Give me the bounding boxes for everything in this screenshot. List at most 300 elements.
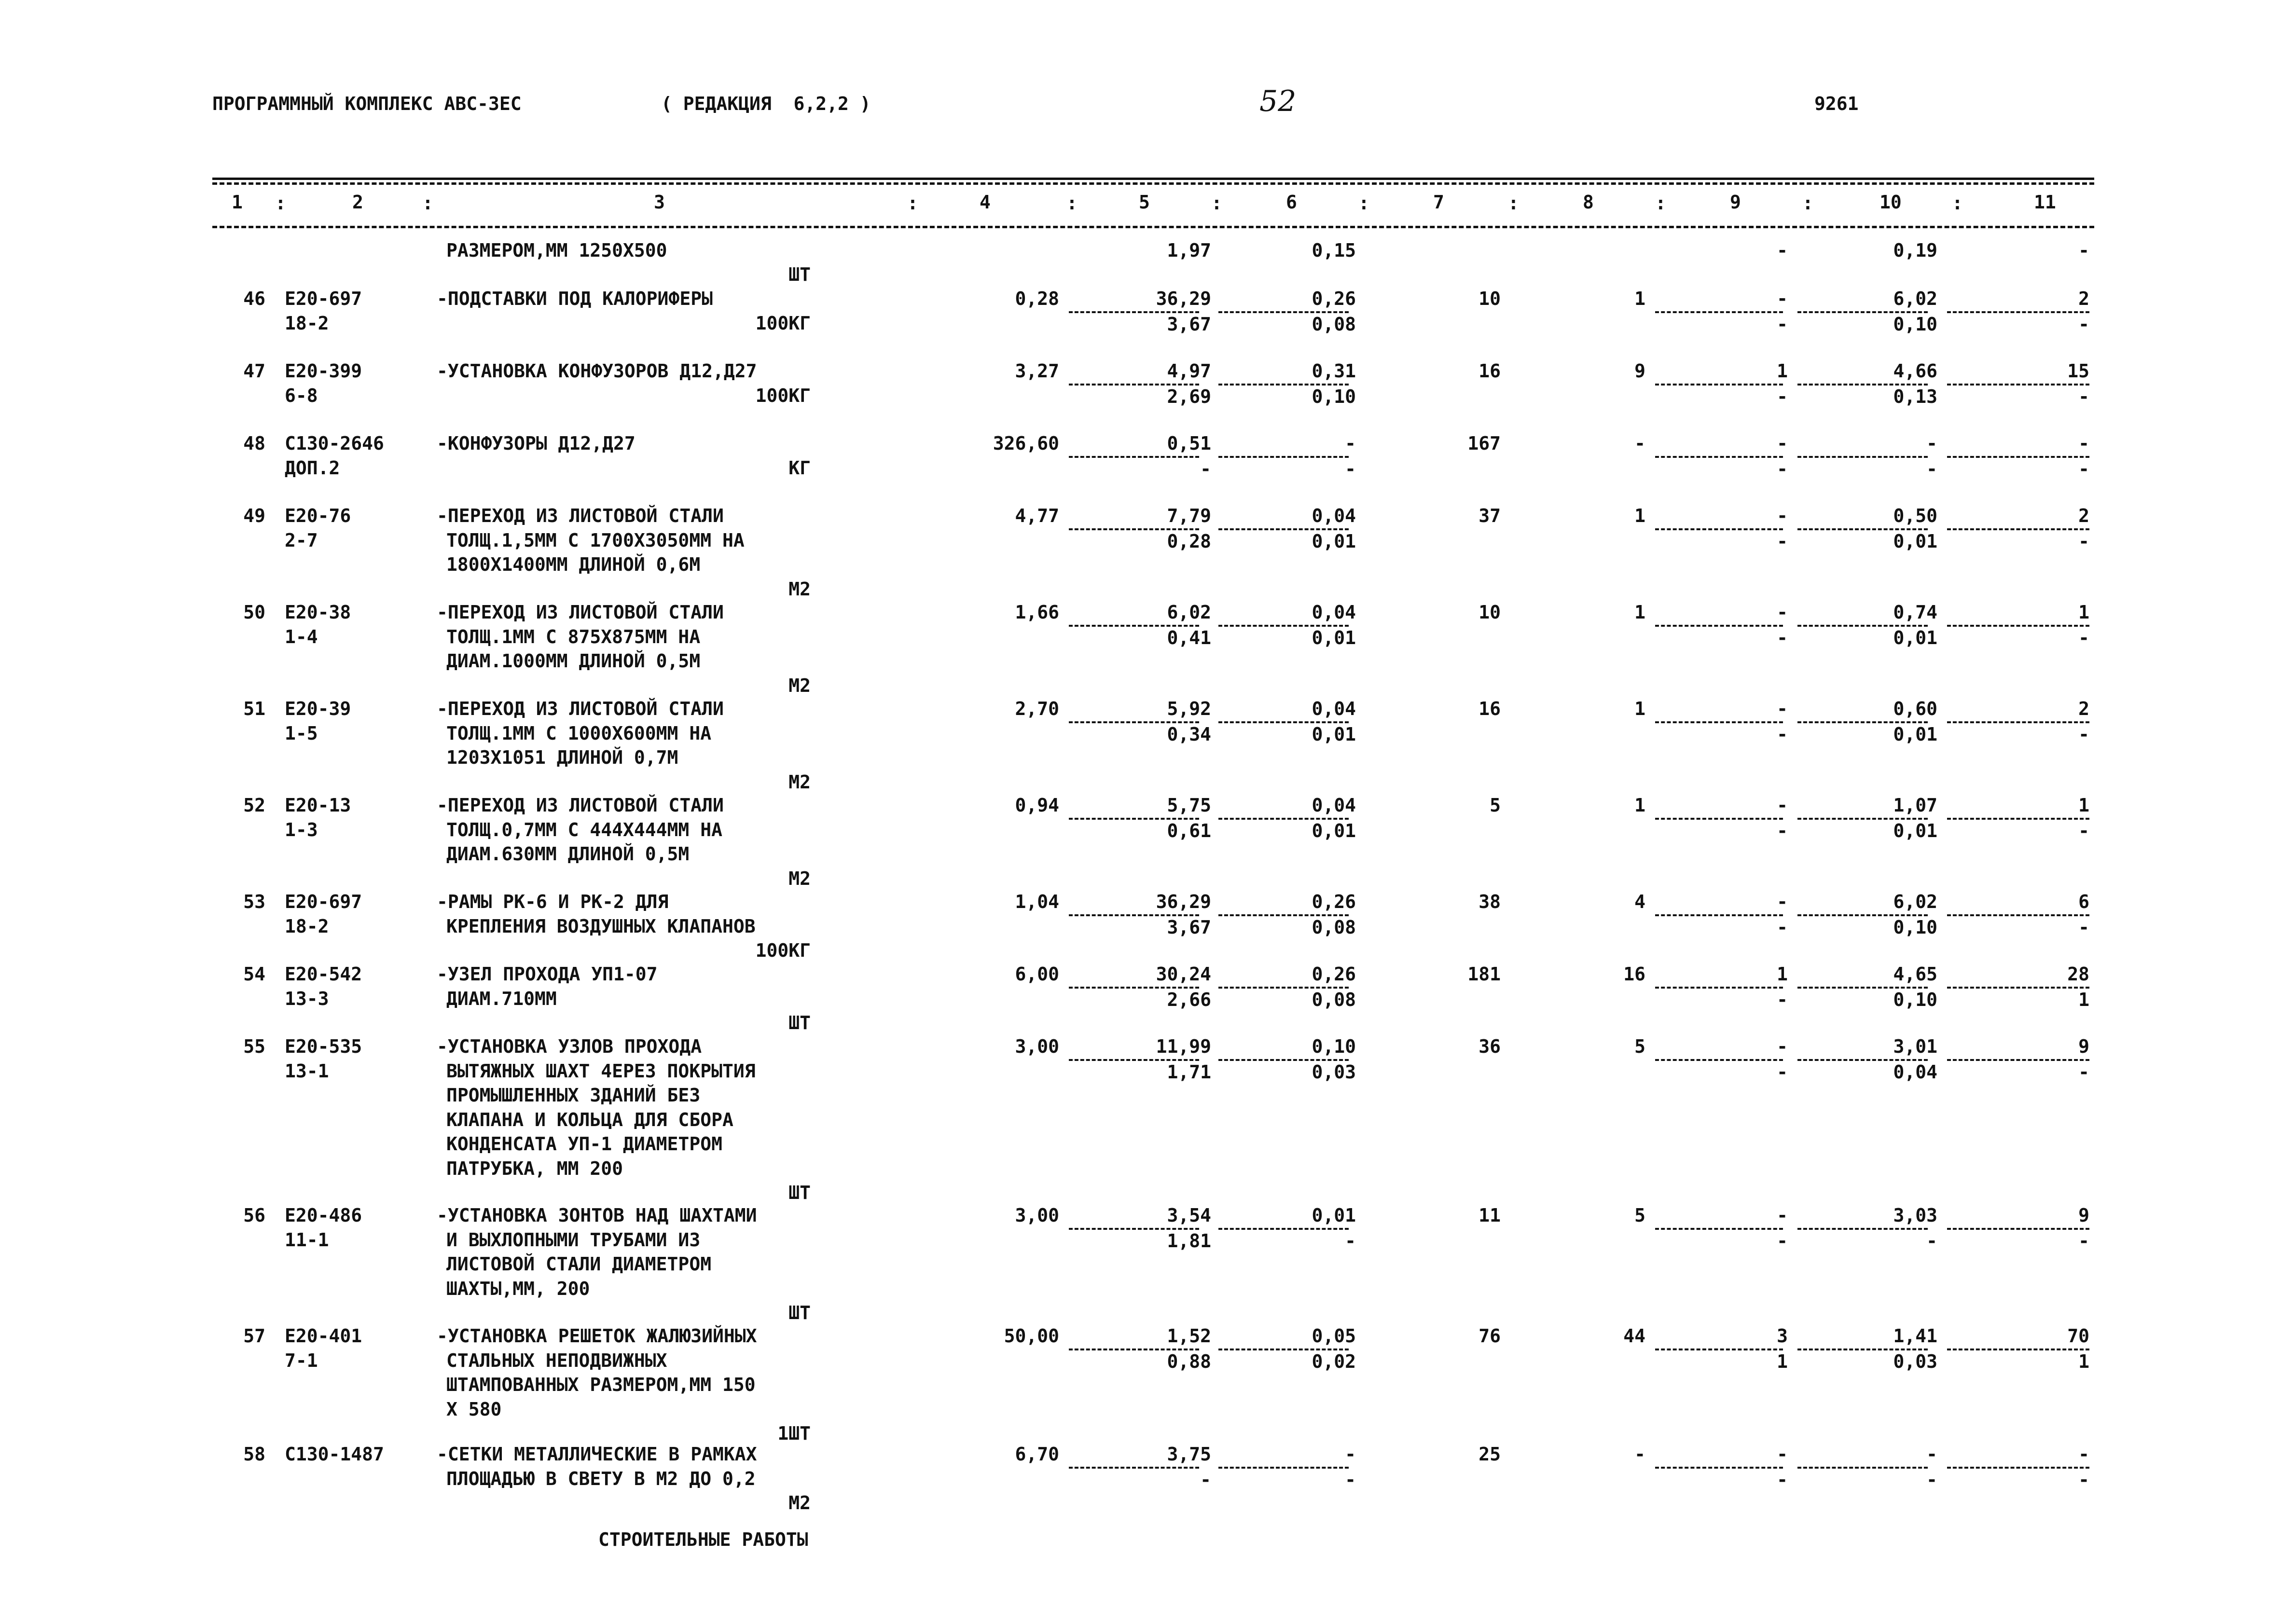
description-line: ПРОМЫШЛЕННЫХ ЗДАНИЙ БЕЗ <box>446 1085 701 1106</box>
cell-col5: 0,51 <box>1167 433 1211 454</box>
row-number: 50 <box>243 602 265 623</box>
cell-divider <box>1947 311 2089 313</box>
resource-code: Е20-76 <box>285 505 351 526</box>
cell-col6: - <box>1345 1444 1356 1465</box>
resource-subcode: 2-7 <box>285 529 318 551</box>
cell-divider <box>1655 1059 1783 1061</box>
description-line: ТОЛЩ.1,5ММ С 1700Х3050ММ НА <box>446 529 745 551</box>
cell-col5: 36,29 <box>1156 891 1211 912</box>
cell-col4: 3,00 <box>1015 1205 1059 1226</box>
cell-divider <box>1655 1228 1783 1230</box>
cell-divider <box>1655 818 1783 820</box>
row-number: 57 <box>243 1325 265 1347</box>
cell-col9: - <box>1777 602 1788 623</box>
cell-col6: 0,04 <box>1312 505 1356 526</box>
description-line: -УСТАНОВКА РЕШЕТОК ЖАЛЮЗИЙНЫХ <box>437 1325 757 1347</box>
description-line: -УСТАНОВКА УЗЛОВ ПРОХОДА <box>437 1036 702 1057</box>
row-number: 51 <box>243 698 265 719</box>
cell-col11: 9 <box>2078 1036 2089 1057</box>
cell-col9: - <box>1777 1444 1788 1465</box>
resource-code: Е20-542 <box>285 963 362 985</box>
cell-col11: 2 <box>2078 288 2089 309</box>
cell-col5-secondary: - <box>1200 458 1211 480</box>
cell-col9-secondary: - <box>1777 530 1788 552</box>
description-line: ВЫТЯЖНЫХ ШАХТ 4ЕРЕЗ ПОКРЫТИЯ <box>446 1060 756 1082</box>
cell-divider <box>1797 721 1928 723</box>
cell-col8: 1 <box>1634 795 1645 816</box>
cell-divider <box>1947 721 2089 723</box>
cell-col4: 3,00 <box>1015 1036 1059 1057</box>
cell-col7: 167 <box>1467 433 1501 454</box>
cell-col8: - <box>1634 1444 1645 1465</box>
cell-divider <box>1218 311 1349 313</box>
cell-col6: 0,04 <box>1312 795 1356 816</box>
cell-col6: 0,01 <box>1312 1205 1356 1226</box>
column-header-1: 1 <box>232 192 243 213</box>
cell-col9: 1 <box>1777 360 1788 382</box>
unit-label: ШТ <box>788 1302 811 1323</box>
cell-col11-secondary: - <box>2078 1469 2089 1490</box>
cell-col9-secondary: - <box>1777 385 1788 407</box>
cell-divider <box>1797 1228 1928 1230</box>
cell-col4: 0,94 <box>1015 795 1059 816</box>
cell-col9: - <box>1777 505 1788 526</box>
cell-col5: 1,97 <box>1167 240 1211 261</box>
cell-col6-secondary: - <box>1345 458 1356 480</box>
cell-col9-secondary: - <box>1777 1230 1788 1252</box>
unit-label: ШТ <box>788 1012 811 1033</box>
cell-col11: 70 <box>2067 1325 2089 1347</box>
cell-col10: 0,60 <box>1893 698 1937 719</box>
resource-subcode: 1-4 <box>285 626 318 647</box>
cell-divider <box>1655 311 1783 313</box>
cell-divider <box>1069 456 1199 458</box>
resource-code: Е20-535 <box>285 1036 362 1057</box>
cell-divider <box>1218 625 1349 627</box>
column-separator: : <box>1655 193 1666 214</box>
resource-subcode: 18-2 <box>285 312 329 334</box>
cell-col7: 38 <box>1479 891 1501 912</box>
cell-col11: 1 <box>2078 795 2089 816</box>
cell-divider <box>1947 625 2089 627</box>
column-header-7: 7 <box>1433 192 1444 213</box>
cell-col5: 4,97 <box>1167 360 1211 382</box>
cell-divider <box>1218 384 1349 385</box>
cell-divider <box>1069 1349 1199 1350</box>
cell-col4: 1,66 <box>1015 602 1059 623</box>
cell-divider <box>1797 1059 1928 1061</box>
cell-col5-secondary: - <box>1200 1469 1211 1490</box>
cell-divider <box>1797 987 1928 989</box>
cell-col8: 5 <box>1634 1036 1645 1057</box>
cell-col5-secondary: 0,41 <box>1167 627 1211 648</box>
description-line: ПЛОЩАДЬЮ В СВЕТУ В М2 ДО 0,2 <box>446 1468 756 1489</box>
description-line: ДИАМ.630ММ ДЛИНОЙ 0,5М <box>446 843 690 865</box>
description-line: -ПЕРЕХОД ИЗ ЛИСТОВОЙ СТАЛИ <box>437 505 724 526</box>
cell-col10: 0,50 <box>1893 505 1937 526</box>
cell-col10: 1,07 <box>1893 795 1937 816</box>
row-number: 53 <box>243 891 265 912</box>
column-separator: : <box>275 193 286 214</box>
unit-label: 100КГ <box>755 312 811 334</box>
cell-divider <box>1069 1228 1199 1230</box>
cell-col10-secondary: - <box>1926 1230 1937 1252</box>
cell-col5-secondary: 1,81 <box>1167 1230 1211 1252</box>
cell-col5: 5,92 <box>1167 698 1211 719</box>
cell-col5: 3,75 <box>1167 1444 1211 1465</box>
cell-col11: 2 <box>2078 505 2089 526</box>
cell-col10: 0,74 <box>1893 602 1937 623</box>
description-line: СТАЛЬНЫХ НЕПОДВИЖНЫХ <box>446 1349 667 1371</box>
cell-col10-secondary: 0,13 <box>1893 385 1937 407</box>
cell-divider <box>1655 721 1783 723</box>
description-line: ДИАМ.710ММ <box>446 988 557 1009</box>
cell-divider <box>1947 456 2089 458</box>
cell-col5: 3,54 <box>1167 1205 1211 1226</box>
unit-label: М2 <box>788 578 811 600</box>
cell-col5-secondary: 0,34 <box>1167 723 1211 745</box>
column-separator: : <box>1066 193 1078 214</box>
cell-col10-secondary: 0,01 <box>1893 627 1937 648</box>
cell-col9-secondary: - <box>1777 723 1788 745</box>
resource-code: С130-1487 <box>285 1444 384 1465</box>
column-separator: : <box>1358 193 1369 214</box>
cell-col11: 6 <box>2078 891 2089 912</box>
description-line: -СЕТКИ МЕТАЛЛИЧЕСКИЕ В РАМКАХ <box>437 1444 757 1465</box>
program-title: ПРОГРАММНЫЙ КОМПЛЕКС АВС-3ЕС <box>212 93 522 114</box>
cell-col4: 326,60 <box>993 433 1059 454</box>
cell-divider <box>1947 818 2089 820</box>
resource-subcode: 7-1 <box>285 1349 318 1371</box>
cell-col11-secondary: - <box>2078 530 2089 552</box>
cell-divider <box>1797 528 1928 530</box>
resource-subcode: ДОП.2 <box>285 457 340 479</box>
description-line: ТОЛЩ.1ММ С 875Х875ММ НА <box>446 626 701 647</box>
cell-col10-secondary: 0,10 <box>1893 916 1937 938</box>
cell-divider <box>1069 1467 1199 1469</box>
unit-label: 1ШТ <box>777 1423 811 1444</box>
resource-subcode: 13-1 <box>285 1060 329 1082</box>
cell-col9-secondary: - <box>1777 313 1788 335</box>
cell-col6: 0,04 <box>1312 602 1356 623</box>
cell-divider <box>1218 987 1349 989</box>
description-line: КЛАПАНА И КОЛЬЦА ДЛЯ СБОРА <box>446 1109 733 1130</box>
cell-col5: 5,75 <box>1167 795 1211 816</box>
cell-divider <box>1655 987 1783 989</box>
resource-code: Е20-486 <box>285 1205 362 1226</box>
column-separator: : <box>422 193 433 214</box>
cell-divider <box>1218 456 1349 458</box>
cell-col11: - <box>2078 1444 2089 1465</box>
cell-col5-secondary: 3,67 <box>1167 313 1211 335</box>
page-number: 52 <box>1259 84 1297 118</box>
column-separator: : <box>1211 193 1222 214</box>
cell-col5-secondary: 3,67 <box>1167 916 1211 938</box>
description-line: ДИАМ.1000ММ ДЛИНОЙ 0,5М <box>446 650 701 672</box>
cell-col9: - <box>1777 240 1788 261</box>
resource-subcode: 6-8 <box>285 385 318 406</box>
column-separator: : <box>1508 193 1519 214</box>
description-line: И ВЫХЛОПНЫМИ ТРУБАМИ ИЗ <box>446 1229 701 1251</box>
cell-col5: 7,79 <box>1167 505 1211 526</box>
column-header-11: 11 <box>2034 192 2056 213</box>
cell-col8: - <box>1634 433 1645 454</box>
cell-divider <box>1069 987 1199 989</box>
cell-col6: 0,05 <box>1312 1325 1356 1347</box>
cell-col5-secondary: 2,69 <box>1167 385 1211 407</box>
cell-col7: 181 <box>1467 963 1501 985</box>
resource-subcode: 11-1 <box>285 1229 329 1251</box>
cell-col8: 16 <box>1623 963 1645 985</box>
cell-col9: - <box>1777 288 1788 309</box>
cell-col6-secondary: 0,02 <box>1312 1350 1356 1372</box>
cell-col7: 16 <box>1479 698 1501 719</box>
cell-divider <box>1947 528 2089 530</box>
cell-divider <box>1655 625 1783 627</box>
cell-col6-secondary: 0,08 <box>1312 916 1356 938</box>
cell-divider <box>1218 914 1349 916</box>
cell-col11-secondary: - <box>2078 820 2089 841</box>
resource-code: Е20-401 <box>285 1325 362 1347</box>
cell-col7: 16 <box>1479 360 1501 382</box>
cell-divider <box>1797 311 1928 313</box>
cell-col4: 2,70 <box>1015 698 1059 719</box>
description-line: КОНДЕНСАТА УП-1 ДИАМЕТРОМ <box>446 1133 722 1155</box>
cell-divider <box>1655 456 1783 458</box>
resource-subcode: 18-2 <box>285 915 329 937</box>
cell-col11-secondary: - <box>2078 1230 2089 1252</box>
cell-col11-secondary: - <box>2078 723 2089 745</box>
resource-code: Е20-697 <box>285 891 362 912</box>
cell-col9: - <box>1777 1036 1788 1057</box>
resource-code: Е20-13 <box>285 795 351 816</box>
cell-divider <box>1218 1059 1349 1061</box>
cell-col7: 76 <box>1479 1325 1501 1347</box>
table-top-rule-1 <box>212 178 2094 180</box>
cell-col6-secondary: 0,03 <box>1312 1061 1356 1083</box>
description-line: ТОЛЩ.0,7ММ С 444Х444ММ НА <box>446 819 722 840</box>
unit-label: ШТ <box>788 264 811 285</box>
column-header-5: 5 <box>1139 192 1150 213</box>
cell-col11-secondary: - <box>2078 916 2089 938</box>
description-line: 1800Х1400ММ ДЛИНОЙ 0,6М <box>446 554 701 575</box>
cell-col10-secondary: 0,04 <box>1893 1061 1937 1083</box>
section-footer: СТРОИТЕЛЬНЫЕ РАБОТЫ <box>598 1529 808 1550</box>
cell-divider <box>1655 1467 1783 1469</box>
cell-col4: 6,70 <box>1015 1444 1059 1465</box>
cell-col5: 6,02 <box>1167 602 1211 623</box>
unit-label: 100КГ <box>755 940 811 961</box>
cell-col4: 50,00 <box>1004 1325 1059 1347</box>
cell-divider <box>1797 818 1928 820</box>
cell-col5-secondary: 1,71 <box>1167 1061 1211 1083</box>
cell-divider <box>1069 818 1199 820</box>
cell-col10: 6,02 <box>1893 891 1937 912</box>
cell-col11-secondary: - <box>2078 1061 2089 1083</box>
description-line: ТОЛЩ.1ММ С 1000Х600ММ НА <box>446 722 712 744</box>
cell-divider <box>1655 914 1783 916</box>
row-number: 49 <box>243 505 265 526</box>
cell-col5: 11,99 <box>1156 1036 1211 1057</box>
row-number: 47 <box>243 360 265 382</box>
cell-col9: - <box>1777 433 1788 454</box>
cell-col6-secondary: 0,01 <box>1312 820 1356 841</box>
cell-divider <box>1655 528 1783 530</box>
cell-col9-secondary: - <box>1777 1469 1788 1490</box>
cell-divider <box>1655 384 1783 385</box>
cell-col11: 1 <box>2078 602 2089 623</box>
cell-col4: 6,00 <box>1015 963 1059 985</box>
cell-col11-secondary: - <box>2078 385 2089 407</box>
cell-col10: - <box>1926 1444 1937 1465</box>
cell-divider <box>1069 721 1199 723</box>
cell-col8: 1 <box>1634 602 1645 623</box>
column-header-4: 4 <box>980 192 991 213</box>
cell-col4: 1,04 <box>1015 891 1059 912</box>
cell-divider <box>1797 914 1928 916</box>
cell-col6: - <box>1345 433 1356 454</box>
cell-col9-secondary: 1 <box>1777 1350 1788 1372</box>
cell-col6: 0,26 <box>1312 288 1356 309</box>
description-line: -УСТАНОВКА ЗОНТОВ НАД ШАХТАМИ <box>437 1205 757 1226</box>
cell-col4: 0,28 <box>1015 288 1059 309</box>
table-top-rule-2 <box>212 182 2094 185</box>
cell-col11: - <box>2078 433 2089 454</box>
cell-col11-secondary: 1 <box>2078 1350 2089 1372</box>
cell-divider <box>1947 1059 2089 1061</box>
row-number: 56 <box>243 1205 265 1226</box>
cell-col6-secondary: 0,08 <box>1312 313 1356 335</box>
description-line: -КОНФУЗОРЫ Д12,Д27 <box>437 433 636 454</box>
cell-col5-secondary: 0,61 <box>1167 820 1211 841</box>
cell-col6: 0,10 <box>1312 1036 1356 1057</box>
description-line: -ПЕРЕХОД ИЗ ЛИСТОВОЙ СТАЛИ <box>437 795 724 816</box>
resource-code: Е20-39 <box>285 698 351 719</box>
cell-col6: 0,15 <box>1312 240 1356 261</box>
cell-col10-secondary: 0,01 <box>1893 530 1937 552</box>
cell-col6-secondary: 0,08 <box>1312 989 1356 1010</box>
description-line: -ПЕРЕХОД ИЗ ЛИСТОВОЙ СТАЛИ <box>437 602 724 623</box>
cell-col10-secondary: 0,01 <box>1893 723 1937 745</box>
cell-col10: 1,41 <box>1893 1325 1937 1347</box>
cell-col10-secondary: - <box>1926 1469 1937 1490</box>
cell-col10: 4,66 <box>1893 360 1937 382</box>
cell-col9: - <box>1777 698 1788 719</box>
cell-divider <box>1947 1228 2089 1230</box>
cell-divider <box>1069 311 1199 313</box>
cell-col7: 5 <box>1490 795 1501 816</box>
description-line: 1203Х1051 ДЛИНОЙ 0,7М <box>446 747 678 768</box>
cell-col10-secondary: 0,03 <box>1893 1350 1937 1372</box>
unit-label: М2 <box>788 867 811 889</box>
cell-divider <box>1069 914 1199 916</box>
cell-divider <box>1947 987 2089 989</box>
cell-col10-secondary: 0,10 <box>1893 989 1937 1010</box>
description-line: -РАМЫ РК-6 И РК-2 ДЛЯ <box>437 891 669 912</box>
cell-col8: 1 <box>1634 698 1645 719</box>
cell-divider <box>1947 1349 2089 1350</box>
cell-col5: 30,24 <box>1156 963 1211 985</box>
unit-label: М2 <box>788 674 811 696</box>
column-header-3: 3 <box>654 192 665 213</box>
resource-code: Е20-697 <box>285 288 362 309</box>
cell-divider <box>1069 384 1199 385</box>
cell-col4: 3,27 <box>1015 360 1059 382</box>
resource-code: С130-2646 <box>285 433 384 454</box>
unit-label: 100КГ <box>755 385 811 406</box>
cell-col10: - <box>1926 433 1937 454</box>
cell-divider <box>1797 1467 1928 1469</box>
column-header-2: 2 <box>352 192 363 213</box>
cell-divider <box>1797 456 1928 458</box>
cell-col10-secondary: - <box>1926 458 1937 480</box>
cell-col11-secondary: - <box>2078 313 2089 335</box>
description-line: ШАХТЫ,ММ, 200 <box>446 1278 590 1299</box>
cell-col11: 2 <box>2078 698 2089 719</box>
cell-col7: 11 <box>1479 1205 1501 1226</box>
cell-col10-secondary: 0,10 <box>1893 313 1937 335</box>
resource-subcode: 13-3 <box>285 988 329 1009</box>
cell-divider <box>1797 625 1928 627</box>
document-code: 9261 <box>1814 93 1859 114</box>
row-number: 55 <box>243 1036 265 1057</box>
cell-col10: 4,65 <box>1893 963 1937 985</box>
cell-col6-secondary: 0,01 <box>1312 627 1356 648</box>
table-header-bottom-rule <box>212 226 2094 228</box>
cell-col7: 36 <box>1479 1036 1501 1057</box>
cell-divider <box>1218 818 1349 820</box>
cell-col9-secondary: - <box>1777 1061 1788 1083</box>
cell-divider <box>1797 1349 1928 1350</box>
cell-col11: 9 <box>2078 1205 2089 1226</box>
cell-col11-secondary: - <box>2078 627 2089 648</box>
cell-col9-secondary: - <box>1777 820 1788 841</box>
unit-label: М2 <box>788 771 811 793</box>
cell-col7: 37 <box>1479 505 1501 526</box>
row-number: 52 <box>243 795 265 816</box>
cell-col11: 15 <box>2067 360 2089 382</box>
cell-col6: 0,26 <box>1312 963 1356 985</box>
row-number: 54 <box>243 963 265 985</box>
column-separator: : <box>907 193 918 214</box>
cell-col9: - <box>1777 891 1788 912</box>
cell-divider <box>1947 914 2089 916</box>
cell-col9: - <box>1777 795 1788 816</box>
description-line: -ПОДСТАВКИ ПОД КАЛОРИФЕРЫ <box>437 288 713 309</box>
description-line: КРЕПЛЕНИЯ ВОЗДУШНЫХ КЛАПАНОВ <box>446 915 756 937</box>
row-number: 46 <box>243 288 265 309</box>
cell-col5-secondary: 2,66 <box>1167 989 1211 1010</box>
cell-col8: 4 <box>1634 891 1645 912</box>
cell-col5: 1,52 <box>1167 1325 1211 1347</box>
column-separator: : <box>1802 193 1813 214</box>
description-line: ЛИСТОВОЙ СТАЛИ ДИАМЕТРОМ <box>446 1253 712 1275</box>
cell-col9-secondary: - <box>1777 989 1788 1010</box>
cell-divider <box>1069 528 1199 530</box>
cell-col11-secondary: - <box>2078 458 2089 480</box>
cell-col9: - <box>1777 1205 1788 1226</box>
cell-col8: 9 <box>1634 360 1645 382</box>
description-line: -ПЕРЕХОД ИЗ ЛИСТОВОЙ СТАЛИ <box>437 698 724 719</box>
cell-col5: 36,29 <box>1156 288 1211 309</box>
cell-col7: 10 <box>1479 288 1501 309</box>
cell-col6-secondary: - <box>1345 1469 1356 1490</box>
cell-divider <box>1655 1349 1783 1350</box>
cell-col9: 1 <box>1777 963 1788 985</box>
column-header-8: 8 <box>1583 192 1594 213</box>
cell-col7: 25 <box>1479 1444 1501 1465</box>
cell-col9-secondary: - <box>1777 627 1788 648</box>
